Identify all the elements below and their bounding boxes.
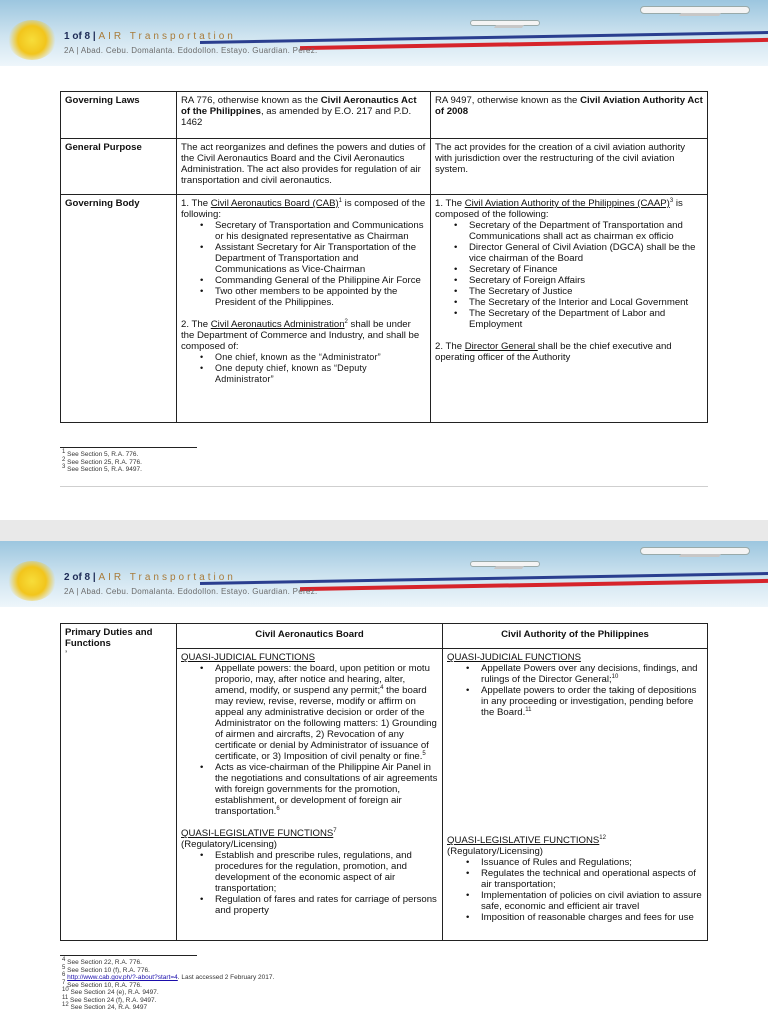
comparison-table: [60, 91, 708, 423]
functions-table: [60, 623, 708, 941]
column-header: Civil Authority of the Philippines: [443, 624, 708, 649]
sun-graphic: [8, 20, 56, 60]
list-item: • The Secretary of Justice: [435, 286, 703, 297]
page-header-banner: [0, 0, 768, 66]
footnote: $^{11}$ See Section 24 (f), R.A. 9497.: [62, 994, 157, 1004]
list-item: • Regulation of fares and rates for carriage of persons and property: [181, 894, 438, 916]
document-page-2: [0, 541, 768, 1024]
page-number: 2 of 8 |: [64, 572, 96, 583]
column-header: Civil Aeronautics Board: [177, 624, 443, 649]
header-title: [64, 572, 236, 583]
list-item: • Secretary of Transportation and Communications or his designated representative as Chairman: [181, 220, 426, 242]
footnotes: [62, 956, 275, 1012]
list-item: • Establish and prescribe rules, regulations, and procedures for the regulation, promotion, and development of the economic aspect of air transportation;: [181, 850, 438, 894]
list-item: • Commanding General of the Philippine Air Force: [181, 275, 426, 286]
table-cell: QUASI-JUDICIAL FUNCTIONS • Appellate Powers over any decisions, findings, and rulings of the Director General;$^{10}$ • Appellate powers to order the taking of depositions in any proceeding or investigation, pending before the Board.$^{11}$ QUASI-LEGISLATIVE FUNCTIONS$^{12}$ (Regulatory/Licensing) • Issuance of Rules and Regulations; • Regulates the technical and operational aspects of air transportation; • Implementation of policies on civil aviation to assure safe, economic and efficient air travel • Imposition of reasonable charges and fees for use: [443, 649, 708, 941]
row-label: Governing Laws: [61, 92, 177, 139]
list-item: • Two other members to be appointed by the President of the Philippines.: [181, 286, 426, 308]
header-title: [64, 31, 236, 42]
table-row: [61, 624, 708, 649]
footnote: $^3$ See Section 5, R.A. 9497.: [62, 463, 142, 473]
list-item: • Imposition of reasonable charges and fees for use: [447, 912, 703, 923]
sun-graphic: [8, 561, 56, 601]
document-title: AIR Transportation: [98, 572, 236, 583]
footnote: $^5$ See Section 10 (f), R.A. 776.: [62, 964, 150, 974]
row-label: General Purpose: [61, 139, 177, 195]
list-item: • Director General of Civil Aviation (DGCA) shall be the vice chairman of the Board: [435, 242, 703, 264]
table-cell: 1. The Civil Aeronautics Board (CAB)$^1$ is composed of the following: • Secretary of Transportation and Communications or his designated representative as Chairman • Assistant Secretary for Air Transportation of the Department of Transportation and Communications as Vice-Chairman • Commanding General of the Philippine Air Force • Two other members to be appointed by the President of the Philippines. 2. The Civil Aeronautics Administration$^2$ shall be under the Department of Commerce and Industry, and shall be composed of: • One chief, known as the “Administrator” • One deputy chief, known as “Deputy Administrator”: [177, 195, 431, 423]
table-cell: RA 776, otherwise known as the Civil Aeronautics Act of the Philippines, as amended by E.O. 217 and P.D. 1462: [177, 92, 431, 139]
list-item: • Implementation of policies on civil aviation to assure safe, economic and efficient air travel: [447, 890, 703, 912]
list-item: • Assistant Secretary for Air Transportation of the Department of Transportation and Communications as Vice-Chairman: [181, 242, 426, 275]
footnote: $^6$ http://www.cab.gov.ph/?-about?start=4. Last accessed 2 February 2017.: [62, 971, 275, 981]
table-cell: The act reorganizes and defines the powers and duties of the Civil Aeronautics Board and the Civil Aeronautics Administration. The act also provides for regulation of air transportation and civil aeronautics.: [177, 139, 431, 195]
page-number: 1 of 8 |: [64, 31, 96, 42]
table-row: [61, 92, 708, 139]
footnote: $^7$ See Section 10, R.A. 776.: [62, 979, 142, 989]
list-item: • Secretary of the Department of Transportation and Communications shall act as chairman ex officio: [435, 220, 703, 242]
table-row: [61, 195, 708, 423]
list-item: • Secretary of Finance: [435, 264, 703, 275]
authors-line: 2A | Abad. Cebu. Domalanta. Edodollon. Estayo. Guardian. Perez.: [64, 46, 318, 55]
table-row: [61, 139, 708, 195]
list-item: • Secretary of Foreign Affairs: [435, 275, 703, 286]
list-item: • One chief, known as the “Administrator”: [181, 352, 426, 363]
list-item: • Appellate Powers over any decisions, findings, and rulings of the Director General;$^{10}$: [447, 663, 703, 685]
footnote: $^{12}$ See Section 24, R.A. 9497: [62, 1001, 148, 1011]
footnote-link[interactable]: http://www.cab.gov.ph/?-about?start=4: [67, 974, 178, 981]
row-label: Governing Body: [61, 195, 177, 423]
list-item: • Regulates the technical and operational aspects of air transportation;: [447, 868, 703, 890]
table-cell: The act provides for the creation of a civil aviation authority with jurisdiction over the restructuring of the civil aviation system.: [431, 139, 708, 195]
row-label: Primary Duties and Functions ’: [61, 624, 177, 941]
page-gap: [0, 520, 768, 541]
list-item: • The Secretary of the Department of Labor and Employment: [435, 308, 703, 330]
authors-line: 2A | Abad. Cebu. Domalanta. Edodollon. Estayo. Guardian. Perez.: [64, 587, 318, 596]
page-divider: [60, 486, 708, 487]
table-cell: 1. The Civil Aviation Authority of the Philippines (CAAP)$^3$ is composed of the following: • Secretary of the Department of Transportation and Communications shall act as chairman ex officio • Director General of Civil Aviation (DGCA) shall be the vice chairman of the Board • Secretary of Finance • Secretary of Foreign Affairs • The Secretary of Justice • The Secretary of the Interior and Local Government • The Secretary of the Department of Labor and Employment 2. The Director General shall be the chief executive and operating officer of the Authority: [431, 195, 708, 423]
footnote: $^{10}$ See Section 24 (e), R.A. 9497.: [62, 986, 159, 996]
document-title: AIR Transportation: [98, 31, 236, 42]
list-item: • One deputy chief, known as “Deputy Administrator”: [181, 363, 426, 385]
list-item: • The Secretary of the Interior and Local Government: [435, 297, 703, 308]
footnote: $^1$ See Section 5, R.A. 776.: [62, 448, 139, 458]
footnotes: [62, 448, 142, 474]
list-item: • Acts as vice-chairman of the Philippine Air Panel in the negotiations and consultations of air agreements with foreign governments for the promotion, establishment, or development of foreign air transportation.$^6$: [181, 762, 438, 817]
footnote: $^4$ See Section 22, R.A. 776.: [62, 956, 142, 966]
table-cell: QUASI-JUDICIAL FUNCTIONS • Appellate powers: the board, upon petition or motu proporio, may, after notice and hearing, alter, amend, modify, or suspend any permit;$^4$ the board may review, revise, reverse, modify or affirm on appeal any administrative decision or order of the Administrator on the following matters: 1) Grounding of airmen and aircrafts, 2) Revocation of any certificate or denial by Administrator of issuance of certificate, or 3) Imposition of civil penalty or fine.$^5$ • Acts as vice-chairman of the Philippine Air Panel in the negotiations and consultations of air agreements with foreign governments for the promotion, establishment, or development of foreign air transportation.$^6$ QUASI-LEGISLATIVE FUNCTIONS$^7$ (Regulatory/Licensing) • Establish and prescribe rules, regulations, and procedures for the regulation, promotion, and development of the economic aspect of air transportation; • Regulation of fares and rates for carriage of persons and property: [177, 649, 443, 941]
footnote: $^2$ See Section 25, R.A. 776.: [62, 456, 142, 466]
page-header-banner: [0, 541, 768, 607]
footnote-rule: [60, 955, 197, 956]
list-item: • Appellate powers to order the taking of depositions in any proceeding or investigation, pending before the Board.$^{11}$: [447, 685, 703, 718]
footnote-rule: [60, 447, 197, 448]
list-item: • Appellate powers: the board, upon petition or motu proporio, may, after notice and hearing, alter, amend, modify, or suspend any permit;$^4$ the board may review, revise, reverse, modify or affirm on appeal any administrative decision or order of the Administrator on the following matters: 1) Grounding of airmen and aircrafts, 2) Revocation of any certificate or denial by Administrator of issuance of certificate, or 3) Imposition of civil penalty or fine.$^5$: [181, 663, 438, 762]
list-item: • Issuance of Rules and Regulations;: [447, 857, 703, 868]
table-cell: RA 9497, otherwise known as the Civil Aviation Authority Act of 2008: [431, 92, 708, 139]
